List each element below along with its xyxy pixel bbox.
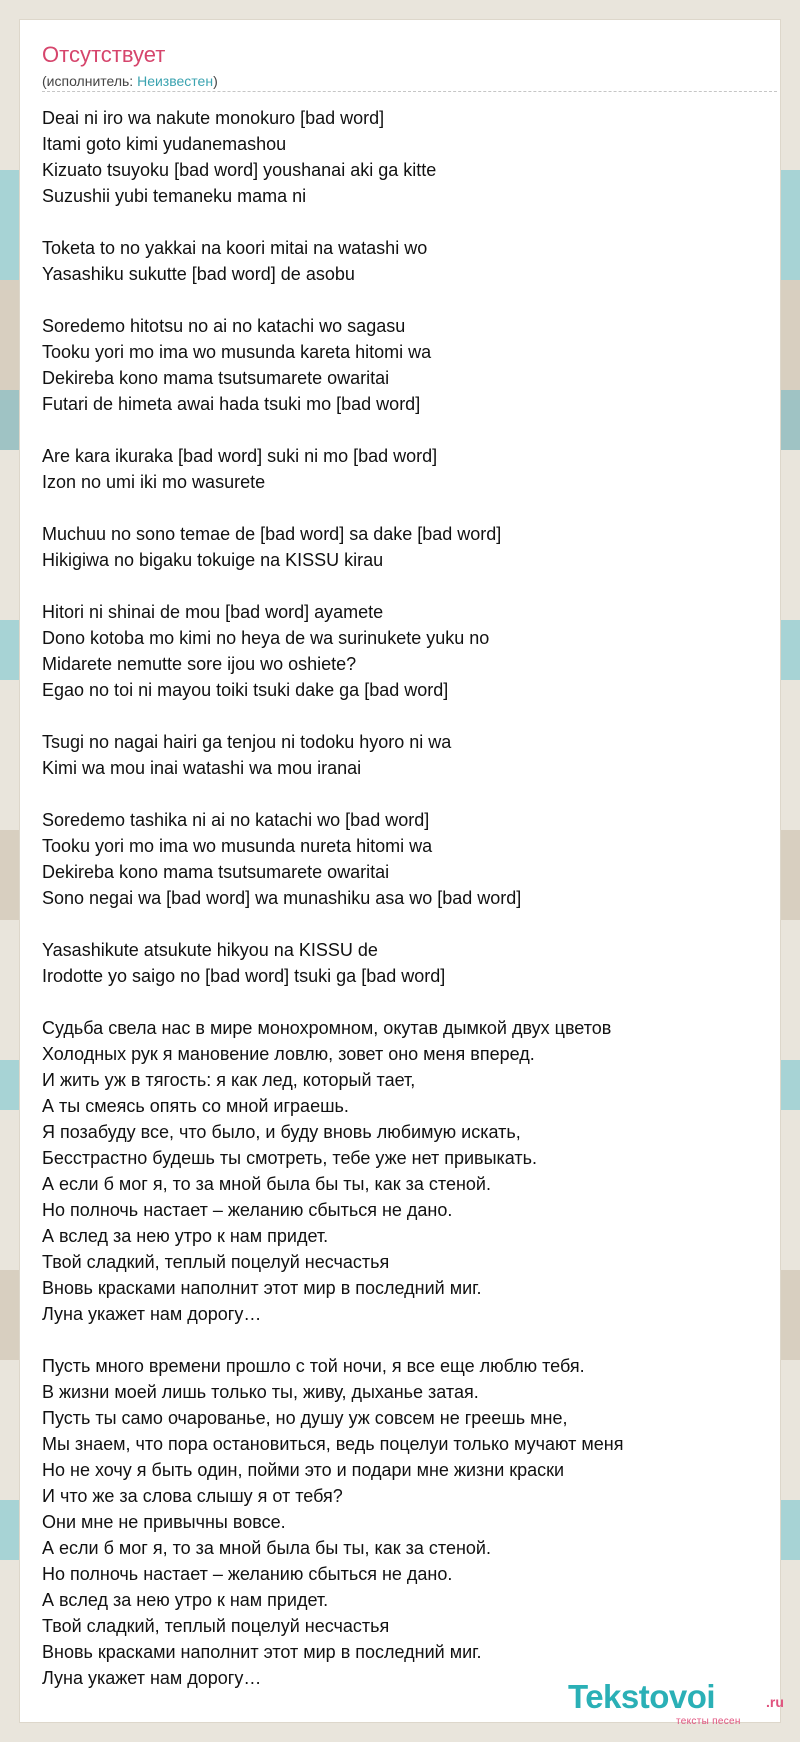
lyric-line: Луна укажет нам дорогу… xyxy=(42,1668,262,1688)
lyric-line: В жизни моей лишь только ты, живу, дыханье затая. xyxy=(42,1382,479,1402)
stanza-break xyxy=(42,495,772,521)
lyric-line: Бесстрастно будешь ты смотреть, тебе уже нет привыкать. xyxy=(42,1148,538,1168)
lyric-line: Egao no toi ni mayou toiki tsuki dake ga [bad word] xyxy=(42,680,449,700)
lyric-line: И жить уж в тягость: я как лед, который тает, xyxy=(42,1070,416,1090)
lyric-line: Dekireba kono mama tsutsumarete owaritai xyxy=(42,368,390,388)
logo-tagline: тексты песен xyxy=(676,1716,741,1727)
lyric-line: Are kara ikuraka [bad word] suki ni mo [bad word] xyxy=(42,446,438,466)
lyric-line: Kizuato tsuyoku [bad word] youshanai aki ga kitte xyxy=(42,160,437,180)
lyric-line: А ты смеясь опять со мной играешь. xyxy=(42,1096,349,1116)
site-logo[interactable] xyxy=(568,1678,798,1728)
stanza-break xyxy=(42,287,772,313)
logo-wordmark: Tekstovoi xyxy=(568,1678,716,1715)
lyric-line: Но полночь настает – желанию сбыться не дано. xyxy=(42,1564,453,1584)
lyric-line: Они мне не привычны вовсе. xyxy=(42,1512,286,1532)
lyric-line: Izon no umi iki mo wasurete xyxy=(42,472,266,492)
lyric-line: И что же за слова слышу я от тебя? xyxy=(42,1486,343,1506)
stanza-break xyxy=(42,781,772,807)
lyric-line: Futari de himeta awai hada tsuki mo [bad word] xyxy=(42,394,421,414)
stanza-break xyxy=(42,209,772,235)
lyric-line: Но не хочу я быть один, пойми это и подари мне жизни краски xyxy=(42,1460,565,1480)
stanza-break xyxy=(42,417,772,443)
lyric-line: Kimi wa mou inai watashi wa mou iranai xyxy=(42,758,362,778)
lyric-line: Твой сладкий, теплый поцелуй несчастья xyxy=(42,1252,390,1272)
artist-label: (исполнитель: xyxy=(42,73,138,89)
lyric-line: Muchuu no sono temae de [bad word] sa dake [bad word] xyxy=(42,524,502,544)
stanza-break xyxy=(42,573,772,599)
lyric-line: Холодных рук я мановение ловлю, зовет оно меня вперед. xyxy=(42,1044,535,1064)
stanza-break xyxy=(42,1327,772,1353)
lyric-line: Dekireba kono mama tsutsumarete owaritai xyxy=(42,862,390,882)
lyric-line: Tooku yori mo ima wo musunda kareta hitomi wa xyxy=(42,342,432,362)
lyric-line: Пусть ты само очарованье, но душу уж совсем не греешь мне, xyxy=(42,1408,568,1428)
stanza-break xyxy=(42,911,772,937)
stanza-break xyxy=(42,989,772,1015)
lyric-line: А вслед за нею утро к нам придет. xyxy=(42,1590,329,1610)
lyric-line: Hitori ni shinai de mou [bad word] ayamete xyxy=(42,602,384,622)
lyric-line: Hikigiwa no bigaku tokuige na KISSU kirau xyxy=(42,550,384,570)
logo-domain: .ru xyxy=(766,1694,784,1710)
stanza-break xyxy=(42,703,772,729)
lyric-line: Sono negai wa [bad word] wa munashiku asa wo [bad word] xyxy=(42,888,522,908)
lyrics-text xyxy=(42,105,772,1691)
lyric-line: Yasashiku sukutte [bad word] de asobu xyxy=(42,264,355,284)
lyric-line: Toketa to no yakkai na koori mitai na watashi wo xyxy=(42,238,428,258)
lyric-line: Soredemo hitotsu no ai no katachi wo sagasu xyxy=(42,316,406,336)
lyric-line: А если б мог я, то за мной была бы ты, как за стеной. xyxy=(42,1174,491,1194)
lyric-line: Tooku yori mo ima wo musunda nureta hitomi wa xyxy=(42,836,433,856)
lyric-line: Irodotte yo saigo no [bad word] tsuki ga [bad word] xyxy=(42,966,446,986)
lyric-line: А если б мог я, то за мной была бы ты, как за стеной. xyxy=(42,1538,491,1558)
page-title: Отсутствует xyxy=(42,42,166,67)
lyric-line: Dono kotoba mo kimi no heya de wa surinukete yuku no xyxy=(42,628,490,648)
lyric-line: Вновь красками наполнит этот мир в последний миг. xyxy=(42,1278,482,1298)
lyric-line: Твой сладкий, теплый поцелуй несчастья xyxy=(42,1616,390,1636)
artist-line xyxy=(42,73,218,89)
lyric-line: Но полночь настает – желанию сбыться не дано. xyxy=(42,1200,453,1220)
lyric-line: Tsugi no nagai hairi ga tenjou ni todoku hyoro ni wa xyxy=(42,732,452,752)
lyric-line: Midarete nemutte sore ijou wo oshiete? xyxy=(42,654,357,674)
lyric-line: Itami goto kimi yudanemashou xyxy=(42,134,287,154)
lyric-line: А вслед за нею утро к нам придет. xyxy=(42,1226,329,1246)
dashed-divider xyxy=(42,91,777,92)
lyric-line: Yasashikute atsukute hikyou na KISSU de xyxy=(42,940,378,960)
lyric-line: Мы знаем, что пора остановиться, ведь поцелуи только мучают меня xyxy=(42,1434,624,1454)
lyric-line: Deai ni iro wa nakute monokuro [bad word] xyxy=(42,108,385,128)
lyric-line: Луна укажет нам дорогу… xyxy=(42,1304,262,1324)
lyrics-card xyxy=(20,20,784,1727)
lyric-line: Soredemo tashika ni ai no katachi wo [bad word] xyxy=(42,810,430,830)
artist-close: ) xyxy=(213,73,218,89)
lyric-line: Вновь красками наполнит этот мир в последний миг. xyxy=(42,1642,482,1662)
artist-link[interactable]: Неизвестен xyxy=(137,73,214,89)
lyric-line: Судьба свела нас в мире монохромном, окутав дымкой двух цветов xyxy=(42,1018,612,1038)
lyric-line: Пусть много времени прошло с той ночи, я все еще люблю тебя. xyxy=(42,1356,585,1376)
lyric-line: Suzushii yubi temaneku mama ni xyxy=(42,186,307,206)
lyric-line: Я позабуду все, что было, и буду вновь любимую искать, xyxy=(42,1122,521,1142)
